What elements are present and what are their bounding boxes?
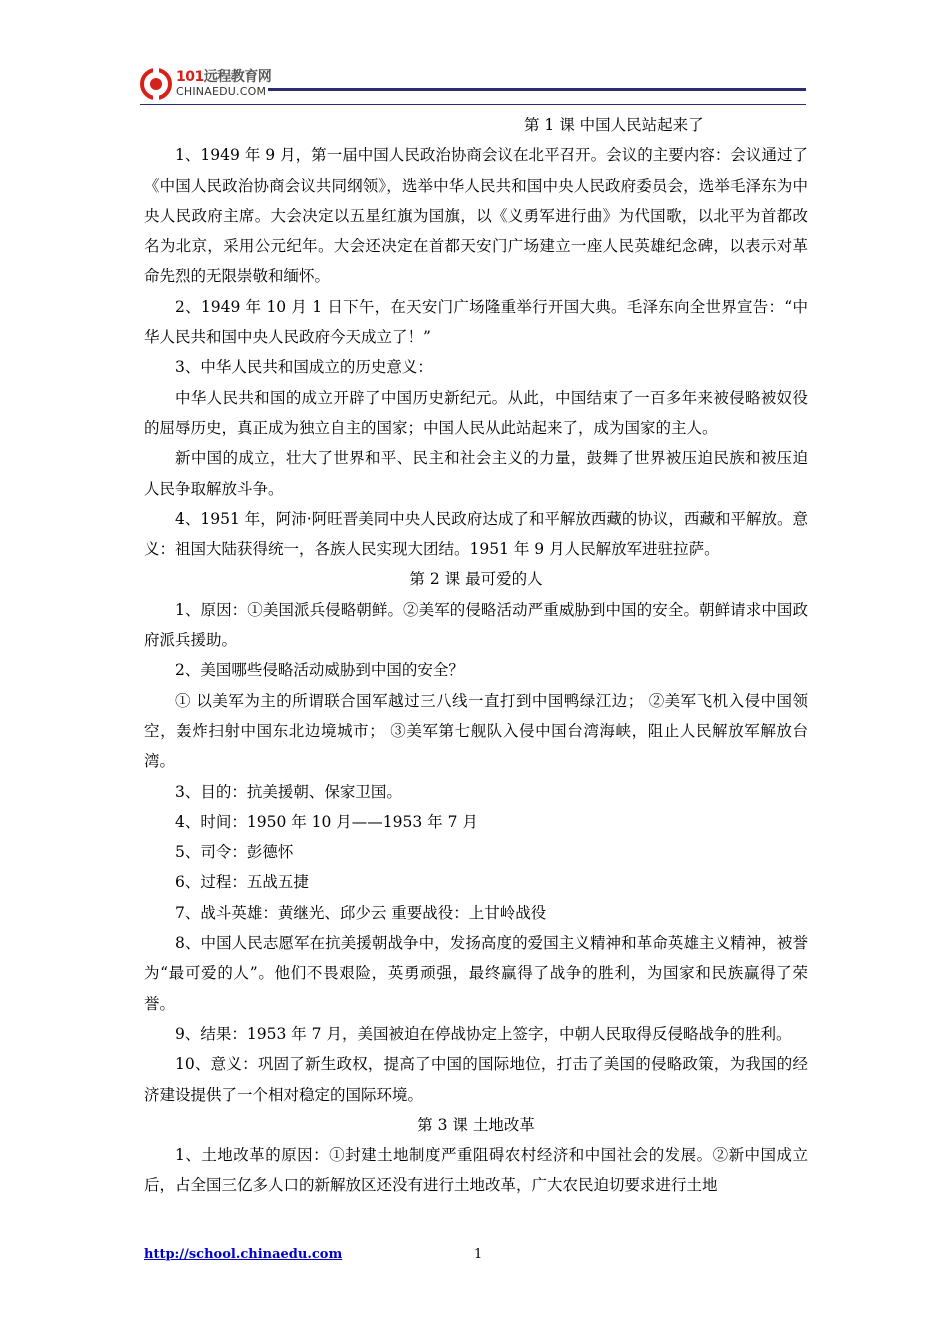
paragraph: 2、1949 年 10 月 1 日下午，在天安门广场隆重举行开国大典。毛泽东向全世界宣告：“中华人民共和国中央人民政府今天成立了！” [144, 297, 808, 347]
page-header [140, 66, 808, 106]
paragraph: 8、中国人民志愿军在抗美援朝战争中，发扬高度的爱国主义精神和革命英雄主义精神，被誉为“最可爱的人”。他们不畏艰险，英勇顽强，最终赢得了战争的胜利，为国家和民族赢得了荣誉。 [144, 934, 808, 1013]
paragraph: 中华人民共和国的成立开辟了中国历史新纪元。从此，中国结束了一百多年来被侵略被奴役的屈辱历史，真正成为独立自主的国家；中国人民从此站起来了，成为国家的主人。 [144, 388, 808, 437]
paragraph: 1、土地改革的原因：①封建土地制度严重阻碍农村经济和中国社会的发展。②新中国成立后，占全国三亿多人口的新解放区还没有进行土地改革，广大农民迫切要求进行土地 [144, 1146, 808, 1195]
paragraph: 4、时间：1950 年 10 月——1953 年 7 月 [175, 812, 478, 831]
paragraph: 5、司令：彭德怀 [175, 843, 294, 862]
paragraph: 9、结果：1953 年 7 月，美国被迫在停战协定上签字，中朝人民取得反侵略战争的胜利。 [175, 1024, 792, 1043]
lesson-3-title: 第 3 课 土地改革 [417, 1115, 535, 1134]
footer-link[interactable]: http://school.chinaedu.com [144, 1247, 343, 1262]
paragraph: 3、中华人民共和国成立的历史意义： [175, 358, 433, 377]
paragraph: 7、战斗英雄：黄继光、邱少云 重要战役：上甘岭战役 [175, 903, 547, 922]
paragraph: 10、意义：巩固了新生政权，提高了中国的国际地位，打击了美国的侵略政策，为我国的经济建设提供了一个相对稳定的国际环境。 [144, 1055, 808, 1104]
paragraph: 6、过程：五战五捷 [175, 873, 309, 892]
logo-number: 101 [176, 69, 204, 85]
document-body [144, 110, 808, 1201]
logo-english: CHINAEDU.COM [176, 85, 267, 98]
header-rule-thick [268, 88, 806, 91]
paragraph: 3、目的：抗美援朝、保家卫国。 [175, 782, 402, 801]
lesson-2-title: 第 2 课 最可爱的人 [409, 570, 543, 589]
paragraph: ① 以美军为主的所谓联合国军越过三八线一直打到中国鸭绿江边； ②美军飞机入侵中国领空，轰炸扫射中国东北边境城市； ③美军第七舰队入侵中国台湾海峡，阻止人民解放军解放台湾。 [144, 691, 808, 771]
paragraph: 2、美国哪些侵略活动威胁到中国的安全？ [175, 661, 464, 680]
paragraph: 新中国的成立，壮大了世界和平、民主和社会主义的力量，鼓舞了世界被压迫民族和被压迫人民争取解放斗争。 [144, 449, 808, 498]
paragraph: 4、1951 年，阿沛·阿旺晋美同中央人民政府达成了和平解放西藏的协议，西藏和平解放。意义：祖国大陆获得统一，各族人民实现大团结。1951 年 9 月人民解放军进驻拉萨。 [144, 509, 808, 559]
chinaedu-logo-icon [140, 68, 172, 100]
logo-chinese-name: 远程教育网 [203, 69, 272, 85]
paragraph: 1、1949 年 9 月，第一届中国人民政治协商会议在北平召开。会议的主要内容：会议通过了《中国人民政治协商会议共同纲领》，选举中华人民共和国中央人民政府委员会，选举毛泽东为中央人民政府主席。大会决定以五星红旗为国旗，以《义勇军进行曲》为代国歌，以北平为首都改名为北京，采用公元纪年。大会还决定在首都天安门广场建立一座人民英雄纪念碑，以表示对革命先烈的无限崇敬和缅怀。 [144, 146, 809, 286]
lesson-1-title: 第 1 课 中国人民站起来了 [524, 116, 704, 134]
logo-text [176, 70, 271, 98]
paragraph: 1、原因：①美国派兵侵略朝鲜。②美军的侵略活动严重威胁到中国的安全。朝鲜请求中国政府派兵援助。 [144, 600, 808, 650]
page-number: 1 [474, 1247, 483, 1262]
page-footer [144, 1247, 808, 1267]
header-rule-thin [140, 104, 806, 105]
logo-chinese [176, 70, 271, 85]
